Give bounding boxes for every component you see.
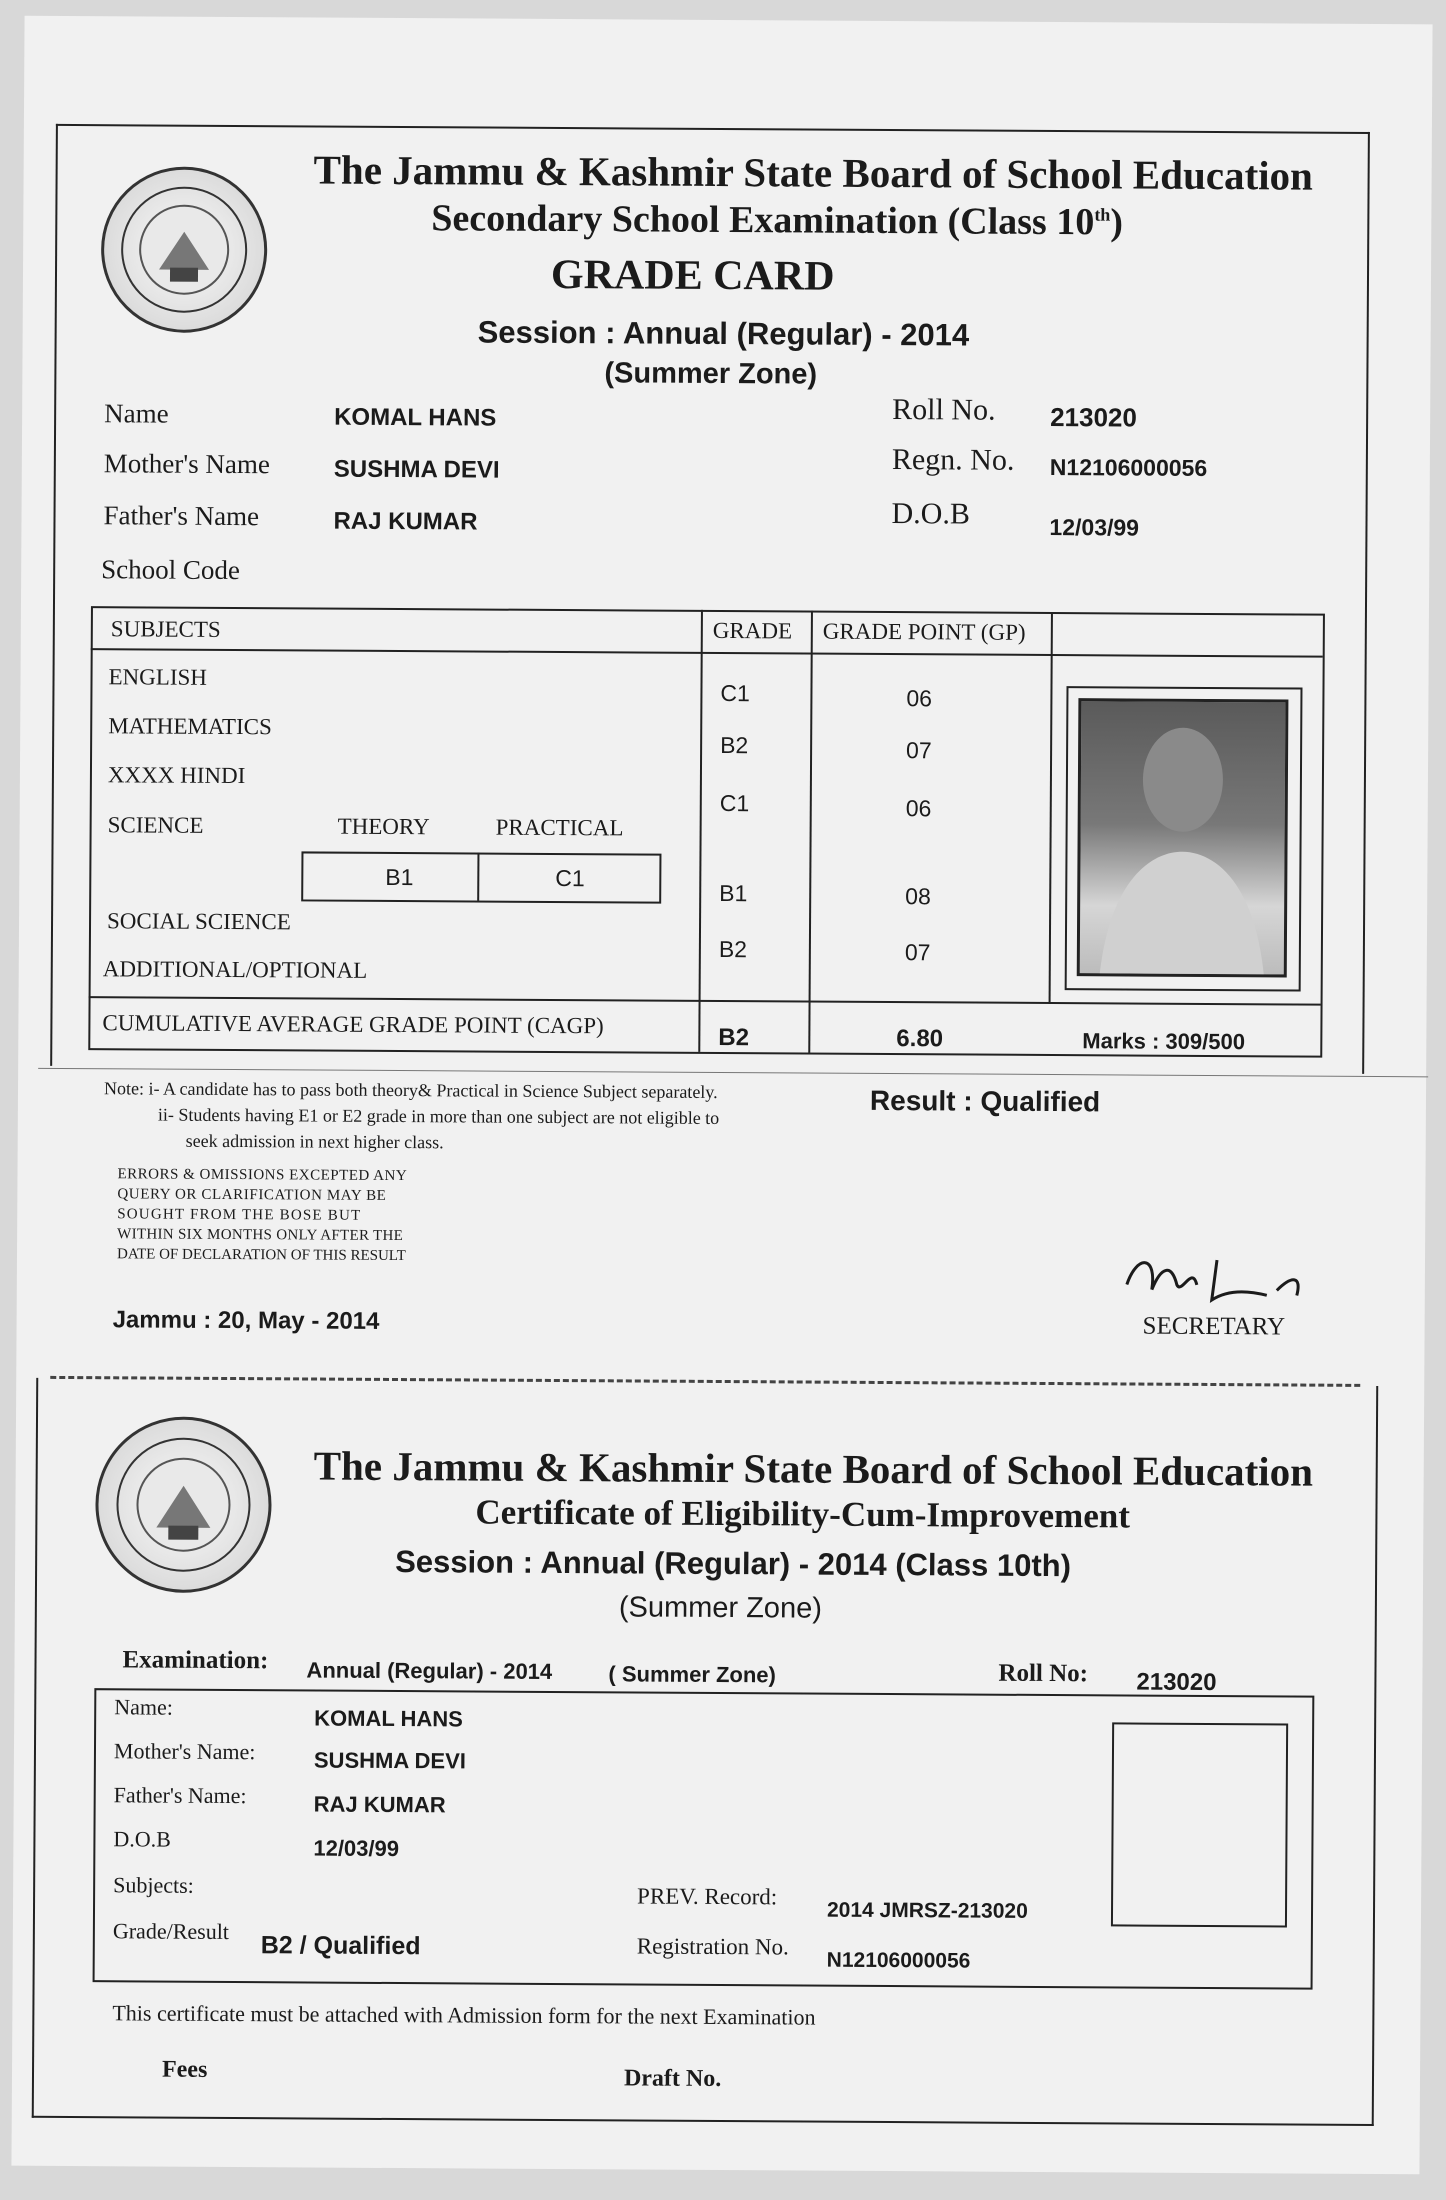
- cert-name-value: KOMAL HANS: [314, 1705, 463, 1732]
- errors-line: DATE OF DECLARATION OF THIS RESULT: [116, 1246, 406, 1265]
- note-3: seek admission in next higher class.: [185, 1130, 444, 1153]
- gp-cell: 06: [905, 795, 932, 822]
- regn-label: Regn. No.: [891, 443, 1015, 477]
- dob-value: 12/03/99: [1049, 513, 1140, 541]
- cert-mother-value: SUSHMA DEVI: [313, 1747, 466, 1774]
- science-split-box: [301, 851, 661, 903]
- draft-label: Draft No.: [623, 2065, 722, 2093]
- exam-label: Examination:: [122, 1646, 269, 1675]
- session-text: Session : Annual (Regular) - 2014: [477, 314, 970, 353]
- grade-cell: B2: [720, 731, 749, 759]
- certificate-zone: (Summer Zone): [618, 1591, 823, 1625]
- result-text: Result : Qualified: [869, 1084, 1101, 1118]
- certificate-session: Session : Annual (Regular) - 2014 (Class 10th): [395, 1544, 1072, 1584]
- fees-label: Fees: [161, 2056, 208, 2083]
- exam-text: Secondary School Examination (Class 10: [431, 197, 1095, 244]
- cert-father-value: RAJ KUMAR: [313, 1791, 446, 1818]
- place-date: Jammu : 20, May - 2014: [112, 1306, 380, 1335]
- student-photo: [1077, 698, 1289, 977]
- theory-grade: B1: [385, 863, 414, 891]
- certificate-title: Certificate of Eligibility-Cum-Improvement: [475, 1492, 1131, 1536]
- roll-value: 213020: [1050, 401, 1138, 433]
- signature-icon: [1117, 1244, 1317, 1315]
- grade-cell: C1: [720, 679, 750, 707]
- cert-mother-label: Mother's Name:: [113, 1738, 256, 1765]
- errors-line: ERRORS & OMISSIONS EXCEPTED ANY: [117, 1166, 408, 1185]
- grade-cell: C1: [719, 789, 750, 817]
- practical-label: PRACTICAL: [495, 814, 624, 841]
- cert-prev-label: PREV. Record:: [637, 1883, 778, 1910]
- grade-card-title: GRADE CARD: [550, 251, 835, 300]
- cert-roll-value: 213020: [1136, 1668, 1217, 1697]
- zone-text: (Summer Zone): [604, 357, 818, 391]
- document-sheet: [11, 16, 1432, 2175]
- cert-photo-box: [1111, 1722, 1288, 1927]
- subject-row: ADDITIONAL/OPTIONAL: [102, 956, 368, 983]
- exam-zone: ( Summer Zone): [608, 1661, 777, 1688]
- grade-header: GRADE: [712, 617, 793, 644]
- school-code-label: School Code: [101, 554, 241, 586]
- exam-title: [431, 196, 1123, 244]
- cert-name-label: Name:: [114, 1694, 173, 1720]
- cert-dob-label: D.O.B: [113, 1826, 171, 1852]
- subject-row: SOCIAL SCIENCE: [106, 908, 291, 935]
- mother-label: Mother's Name: [103, 448, 271, 480]
- gp-cell: 07: [906, 737, 932, 764]
- gp-header: GRADE POINT (GP): [822, 618, 1026, 645]
- exam-sup: th: [1094, 204, 1111, 225]
- theory-label: THEORY: [337, 813, 430, 840]
- cagp-grade: B2: [718, 1023, 750, 1052]
- practical-grade: C1: [555, 864, 585, 892]
- cagp-label: CUMULATIVE AVERAGE GRADE POINT (CAGP): [102, 1010, 604, 1039]
- cert-prev-value: 2014 JMRSZ-213020: [826, 1898, 1028, 1923]
- grade-cell: B2: [718, 935, 748, 963]
- exam-close: ): [1110, 201, 1124, 244]
- gp-cell: 07: [904, 939, 931, 966]
- subjects-header: SUBJECTS: [110, 616, 221, 642]
- cert-father-label: Father's Name:: [113, 1782, 247, 1809]
- cert-reg-value: N12106000056: [826, 1948, 971, 1973]
- exam-value: Annual (Regular) - 2014: [306, 1657, 553, 1684]
- cert-footer-note: This certificate must be attached with Admission form for the next Examination: [112, 2000, 816, 2030]
- cert-roll-label: Roll No:: [998, 1659, 1089, 1688]
- name-label: Name: [104, 398, 169, 429]
- errors-line: SOUGHT FROM THE BOSE BUT: [117, 1206, 362, 1224]
- board-title: The Jammu & Kashmir State Board of School Education: [313, 146, 1314, 199]
- cert-dob-value: 12/03/99: [313, 1835, 400, 1862]
- note-1: Note: i- A candidate has to pass both theory& Practical in Science Subject separately.: [103, 1078, 718, 1102]
- cert-grade-value: B2 / Qualified: [260, 1931, 421, 1961]
- subject-row: XXXX HINDI: [107, 762, 246, 789]
- board-seal-icon: [95, 1416, 272, 1593]
- note-2: ii- Students having E1 or E2 grade in more than one subject are not eligible to: [157, 1104, 720, 1128]
- cagp-gp: 6.80: [896, 1025, 944, 1053]
- errors-line: QUERY OR CLARIFICATION MAY BE: [117, 1186, 387, 1204]
- science-split-line: [477, 853, 479, 901]
- regn-value: N12106000056: [1049, 453, 1208, 481]
- marks-text: Marks : 309/500: [1082, 1028, 1246, 1055]
- cert-subjects-label: Subjects:: [113, 1872, 194, 1898]
- secretary-label: SECRETARY: [1142, 1312, 1286, 1341]
- father-label: Father's Name: [103, 500, 260, 532]
- father-value: RAJ KUMAR: [333, 507, 478, 536]
- cert-grade-label: Grade/Result: [112, 1918, 230, 1945]
- subject-row: ENGLISH: [108, 664, 208, 690]
- mother-value: SUSHMA DEVI: [333, 455, 500, 484]
- certificate-board-title: The Jammu & Kashmir State Board of School Education: [313, 1442, 1314, 1495]
- errors-line: WITHIN SIX MONTHS ONLY AFTER THE: [117, 1226, 404, 1245]
- board-seal-icon: [101, 166, 268, 333]
- subject-row: SCIENCE: [107, 812, 204, 838]
- cert-reg-label: Registration No.: [636, 1933, 789, 1960]
- gp-cell: 06: [906, 685, 933, 712]
- dob-label: D.O.B: [891, 497, 970, 531]
- roll-label: Roll No.: [892, 393, 996, 427]
- grade-cell: B1: [719, 879, 748, 907]
- subject-row: MATHEMATICS: [108, 713, 272, 740]
- gp-cell: 08: [905, 883, 931, 910]
- name-value: KOMAL HANS: [334, 403, 497, 432]
